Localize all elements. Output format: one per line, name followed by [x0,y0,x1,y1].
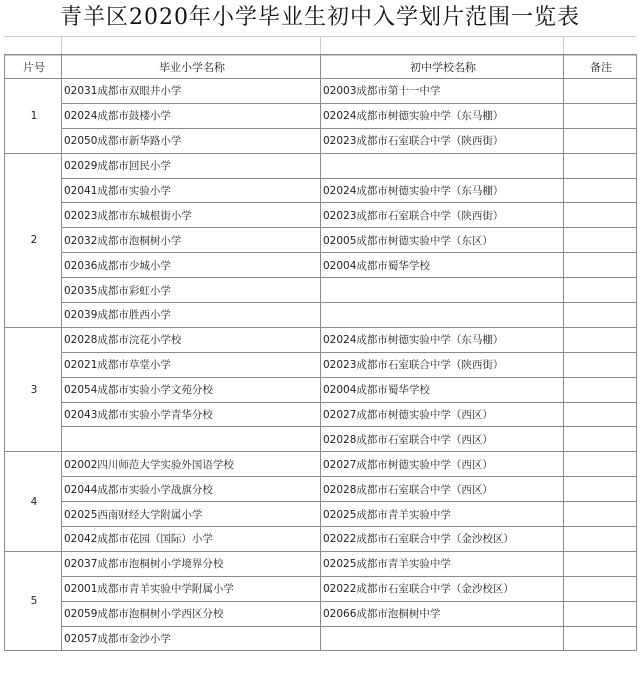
primary-school-cell: 02028成都市浣花小学校 [62,327,321,352]
middle-school-cell: 02066成都市泡桐树中学 [321,601,564,626]
primary-school-cell: 02029成都市回民小学 [62,153,321,178]
note-cell [564,153,637,178]
note-cell [564,626,637,651]
middle-school-cell: 02023成都市石室联合中学（陕西街） [321,203,564,228]
middle-school-cell: 02003成都市第十一中学 [321,79,564,104]
blank-spacer-row [4,36,636,56]
table-row [5,327,637,352]
table-row [5,253,637,278]
primary-school-cell: 02050成都市新华路小学 [62,128,321,153]
table-row [5,551,637,576]
primary-school-cell: 02059成都市泡桐树小学西区分校 [62,601,321,626]
pian-number: 2 [5,153,62,327]
table-row [5,601,637,626]
pian-number: 3 [5,327,62,451]
allocation-table [4,54,637,651]
primary-school-cell: 02041成都市实验小学 [62,178,321,203]
header-note: 备注 [564,55,637,79]
table-body [5,79,637,651]
primary-school-cell: 02032成都市泡桐树小学 [62,228,321,253]
primary-school-cell: 02043成都市实验小学青华分校 [62,402,321,427]
note-cell [564,253,637,278]
pian-number: 1 [5,79,62,154]
note-cell [564,203,637,228]
note-cell [564,576,637,601]
middle-school-cell [321,626,564,651]
primary-school-cell: 02054成都市实验小学文苑分校 [62,377,321,402]
primary-school-cell: 02021成都市草堂小学 [62,352,321,377]
note-cell [564,527,637,552]
table-row [5,527,637,552]
table-row [5,203,637,228]
table-row [5,427,637,452]
note-cell [564,103,637,128]
note-cell [564,278,637,303]
table-row [5,402,637,427]
note-cell [564,601,637,626]
middle-school-cell: 02024成都市树德实验中学（东马棚） [321,178,564,203]
primary-school-cell: 02025西南财经大学附属小学 [62,502,321,527]
primary-school-cell: 02031成都市双眼井小学 [62,79,321,104]
note-cell [564,228,637,253]
header-pian: 片号 [5,55,62,79]
middle-school-cell: 02005成都市树德实验中学（东区） [321,228,564,253]
middle-school-cell: 02028成都市石室联合中学（西区） [321,477,564,502]
middle-school-cell: 02024成都市树德实验中学（东马棚） [321,327,564,352]
note-cell [564,178,637,203]
primary-school-cell: 02044成都市实验小学战旗分校 [62,477,321,502]
table-row [5,352,637,377]
note-cell [564,377,637,402]
primary-school-cell: 02035成都市彩虹小学 [62,278,321,303]
middle-school-cell: 02024成都市树德实验中学（东马棚） [321,103,564,128]
note-cell [564,551,637,576]
note-cell [564,352,637,377]
pian-number: 5 [5,551,62,651]
middle-school-cell: 02004成都市蜀华学校 [321,377,564,402]
middle-school-cell [321,278,564,303]
primary-school-cell: 02023成都市东城根街小学 [62,203,321,228]
table-row [5,128,637,153]
page-title: 青羊区2020年小学毕业生初中入学划片范围一览表 [60,5,580,30]
table-row [5,377,637,402]
primary-school-cell: 02037成都市泡桐树小学境界分校 [62,551,321,576]
table-row [5,626,637,651]
table-row [5,178,637,203]
note-cell [564,427,637,452]
middle-school-cell: 02025成都市青羊实验中学 [321,551,564,576]
middle-school-cell: 02023成都市石室联合中学（陕西街） [321,128,564,153]
header-primary-school: 毕业小学名称 [62,55,321,79]
middle-school-cell: 02022成都市石室联合中学（金沙校区） [321,527,564,552]
note-cell [564,303,637,328]
primary-school-cell: 02042成都市花园（国际）小学 [62,527,321,552]
table-row [5,452,637,477]
note-cell [564,502,637,527]
table-row [5,153,637,178]
table-row [5,103,637,128]
middle-school-cell: 02025成都市青羊实验中学 [321,502,564,527]
middle-school-cell: 02023成都市石室联合中学（陕西街） [321,352,564,377]
primary-school-cell: 02039成都市胜西小学 [62,303,321,328]
note-cell [564,327,637,352]
header-middle-school: 初中学校名称 [321,55,564,79]
note-cell [564,402,637,427]
primary-school-cell: 02036成都市少城小学 [62,253,321,278]
note-cell [564,452,637,477]
header-row [5,55,637,79]
primary-school-cell: 02002四川师范大学实验外国语学校 [62,452,321,477]
table-row [5,79,637,104]
table-row [5,278,637,303]
primary-school-cell: 02024成都市鼓楼小学 [62,103,321,128]
note-cell [564,477,637,502]
table-row [5,502,637,527]
middle-school-cell: 02027成都市树德实验中学（西区） [321,402,564,427]
table-row [5,228,637,253]
primary-school-cell [62,427,321,452]
middle-school-cell: 02028成都市石室联合中学（西区） [321,427,564,452]
note-cell [564,128,637,153]
table-row [5,303,637,328]
note-cell [564,79,637,104]
middle-school-cell: 02004成都市蜀华学校 [321,253,564,278]
pian-number: 4 [5,452,62,552]
primary-school-cell: 02001成都市青羊实验中学附属小学 [62,576,321,601]
middle-school-cell [321,303,564,328]
middle-school-cell: 02027成都市树德实验中学（西区） [321,452,564,477]
middle-school-cell: 02022成都市石室联合中学（金沙校区） [321,576,564,601]
table-row [5,576,637,601]
middle-school-cell [321,153,564,178]
table-row [5,477,637,502]
primary-school-cell: 02057成都市金沙小学 [62,626,321,651]
